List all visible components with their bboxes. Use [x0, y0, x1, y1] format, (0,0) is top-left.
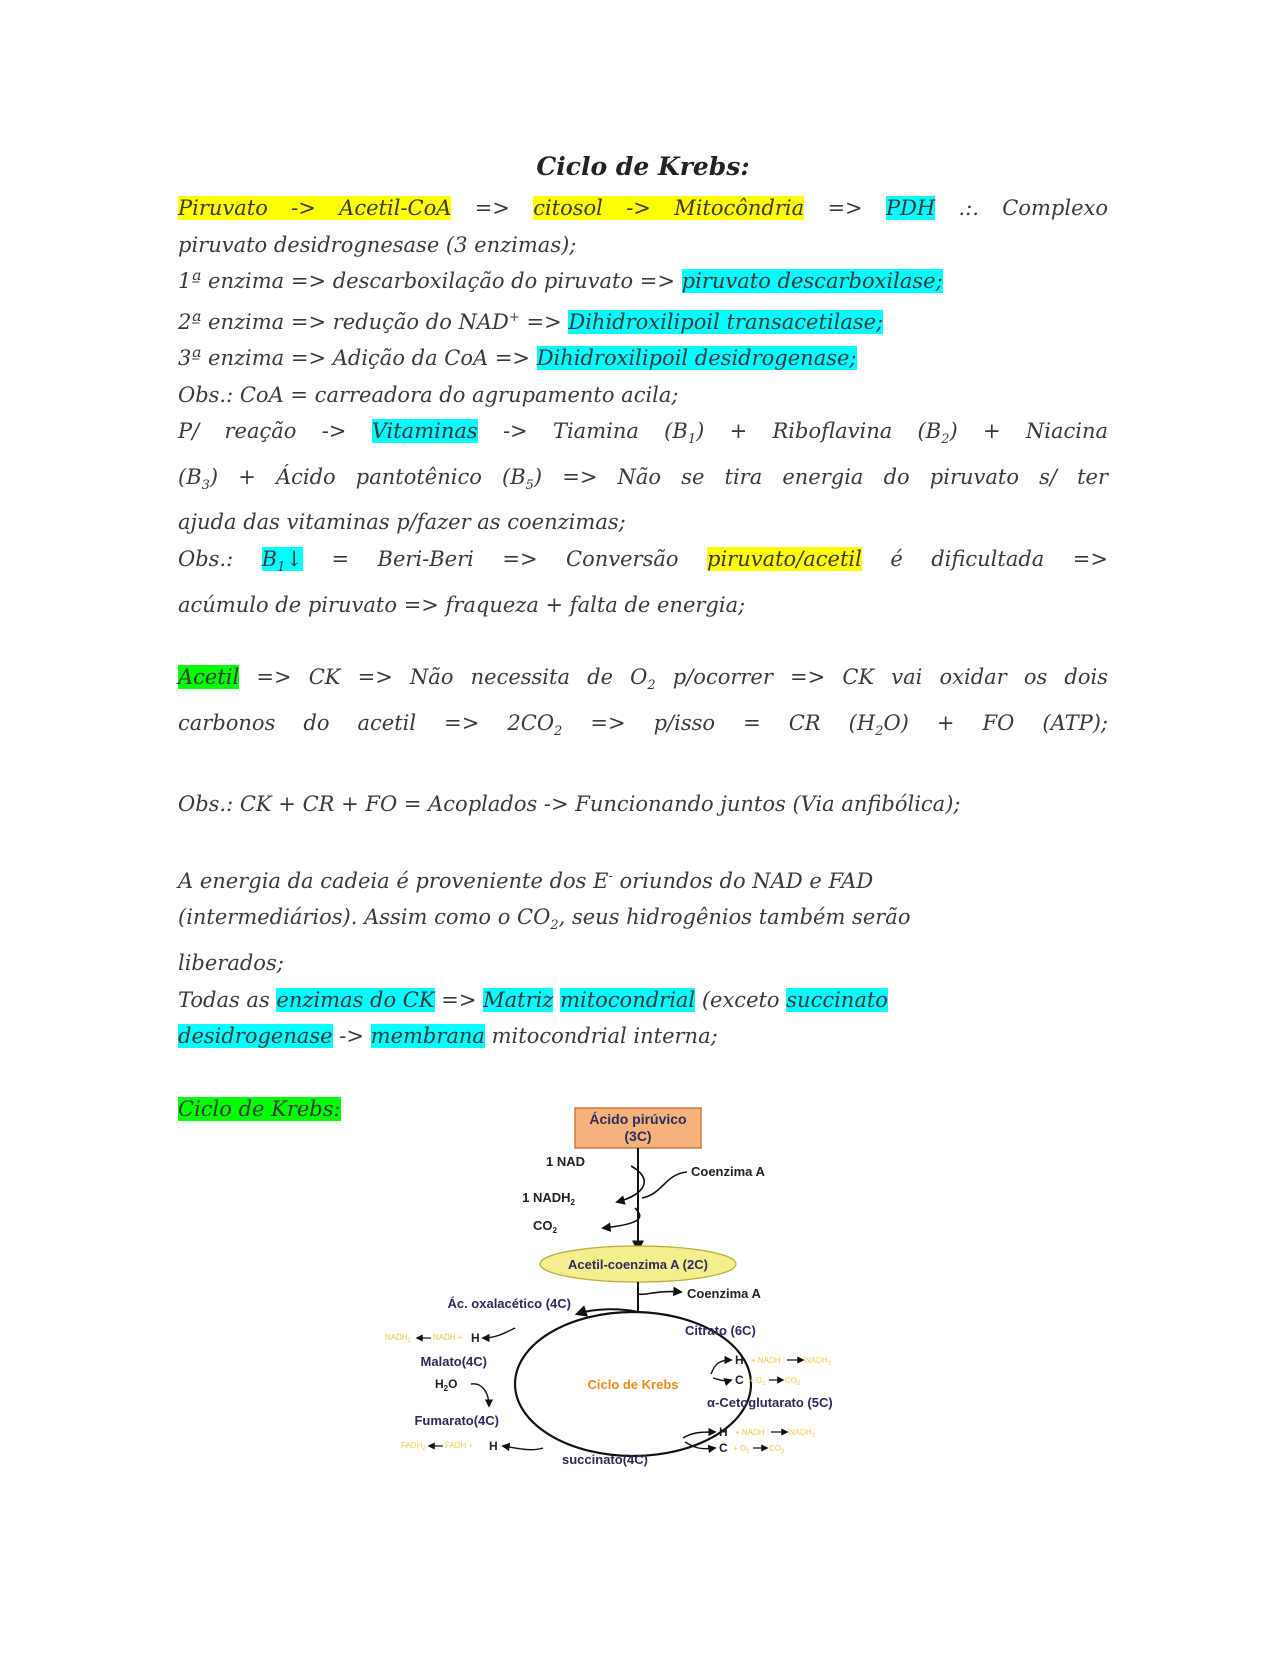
subscript: 2 — [550, 918, 559, 934]
highlight-enzyme-2: Dihidroxilipoil transacetilase; — [568, 309, 884, 334]
t: 2 — [811, 1433, 816, 1439]
subscript: 1 — [277, 560, 286, 576]
nadh2-r2-label — [789, 1428, 816, 1439]
text: (B — [638, 419, 688, 443]
superscript: + — [508, 309, 520, 325]
text: , seus hidrogênios também serão — [558, 905, 911, 930]
fadh-left-label — [401, 1441, 426, 1452]
highlight-pdh: PDH — [885, 196, 936, 220]
subscript: 2 — [875, 723, 884, 739]
t: 2 — [797, 1381, 801, 1387]
subscript: 1 — [687, 432, 697, 448]
c-r1-label: C — [735, 1373, 744, 1387]
acido-piruvico-3c: (3C) — [624, 1128, 652, 1144]
enzymes-line-2 — [178, 1018, 1108, 1055]
text: -> — [477, 419, 553, 443]
highlight-enzyme-3: Dihidroxilipoil desidrogenase; — [536, 346, 857, 370]
h-r1-label: H — [735, 1353, 744, 1367]
subscript: 3 — [201, 477, 210, 493]
t: NADH — [805, 1356, 828, 1365]
enzymes-line-1 — [178, 982, 1108, 1019]
right-top-curve-c — [713, 1378, 731, 1381]
t: FADH — [401, 1441, 423, 1450]
fumarato-label: Fumarato(4C) — [414, 1413, 499, 1428]
coenzima-in-curve — [642, 1172, 687, 1198]
text: O) + FO (ATP); — [883, 710, 1108, 735]
t: + O — [733, 1444, 747, 1453]
text: B — [261, 546, 278, 571]
highlight-citosol: citosol -> Mitocôndria — [533, 196, 805, 220]
acido-piruvico-label: Ácido pirúvico — [589, 1111, 687, 1127]
text: oriundos do NAD e FAD — [612, 868, 874, 893]
text: interna — [633, 1024, 711, 1049]
text: ; — [710, 1024, 718, 1049]
subscript: 5 — [525, 477, 534, 493]
nadh-sub: 2 — [570, 1198, 575, 1207]
cetoglutarato-label: α-Cetoglutarato (5C) — [707, 1395, 833, 1410]
highlight-b1 — [261, 546, 303, 576]
vitaminas-line-2 — [178, 459, 1108, 505]
text: ( — [695, 987, 711, 1012]
c-r2-label: C — [719, 1441, 728, 1455]
energy-line-1 — [178, 859, 1108, 900]
text: P/ reação -> — [178, 419, 372, 443]
succinato-label: succinato(4C) — [562, 1452, 648, 1467]
fadh-plus-label: FADH + — [445, 1441, 474, 1450]
citrato-label: Citrato (6C) — [685, 1323, 756, 1338]
nadh-label — [522, 1190, 575, 1207]
co2-r1-label — [785, 1376, 801, 1387]
text: ) + Riboflavina (B — [696, 419, 942, 443]
superscript: - — [608, 868, 613, 884]
text: é dificultada => — [861, 546, 1108, 571]
h-left-curve — [483, 1328, 515, 1338]
document-page — [178, 148, 1108, 1127]
text: (B — [178, 464, 202, 489]
nadh-left-label — [385, 1333, 412, 1344]
obs-beriberi — [178, 541, 1108, 587]
t: 2 — [422, 1446, 426, 1452]
obs-coa: Obs.: CoA = carreadora do agrupamento acila; — [178, 382, 679, 407]
enzyme-1 — [178, 263, 1108, 300]
coenzima-out-curve — [638, 1292, 681, 1295]
text: mitocondrial — [484, 1024, 634, 1049]
enzyme-2 — [178, 300, 1108, 341]
page-title: Ciclo de Krebs: — [536, 152, 750, 181]
t: 2 — [443, 1384, 449, 1393]
text: .:. Complexo — [935, 196, 1108, 220]
right-top-curve-h — [711, 1360, 731, 1374]
energy-line-3: liberados; — [178, 951, 284, 976]
nadh-text: 1 NADH — [522, 1190, 571, 1205]
text: = Beri-Beri => Conversão — [303, 546, 707, 571]
text: => — [434, 987, 484, 1012]
oxalacetico-label: Ác. oxalacético (4C) — [447, 1296, 571, 1311]
co2-label — [533, 1218, 558, 1235]
text: (intermediários). Assim como o CO — [178, 905, 551, 930]
t: CO — [769, 1444, 781, 1453]
text: carbonos do acetil => 2CO — [178, 710, 555, 735]
text: ) + Ácido pantotênico (B — [209, 464, 526, 489]
paragraph-piruvato — [178, 190, 1108, 227]
text: 1ª enzima => descarboxilação do piruvato => — [178, 269, 682, 293]
text: => CK => Não necessita de O — [239, 665, 648, 690]
obs-acoplados: Obs.: CK + CR + FO = Acoplados -> Funcionando juntos (Via anfibólica); — [178, 792, 961, 817]
highlight-enzimas-ck: enzimas do CK — [276, 987, 435, 1012]
ciclo-center-label: Ciclo de Krebs — [587, 1377, 679, 1392]
highlight-acetil: Acetil — [178, 665, 240, 690]
text: ) => Não se tira energia do piruvato s/ ter — [533, 464, 1108, 489]
malato-label: Malato(4C) — [420, 1354, 487, 1369]
coenzima-a-in-label: Coenzima A — [691, 1164, 765, 1179]
subscript: 2 — [647, 678, 656, 694]
t: NADH — [385, 1333, 408, 1342]
highlight-enzyme-1: piruvato descarboxilase; — [681, 269, 943, 293]
highlight-vitaminas: Vitaminas — [371, 419, 478, 443]
subscript: 2 — [941, 432, 950, 448]
highlight-matriz: Matriz — [483, 987, 554, 1012]
t: H — [435, 1377, 444, 1391]
text: exceto — [710, 987, 780, 1012]
h-fadh-curve — [503, 1446, 543, 1450]
coenzima-a-out-label: Coenzima A — [687, 1286, 761, 1301]
t: 2 — [827, 1361, 832, 1367]
t: 2 — [781, 1449, 785, 1455]
t: CO — [785, 1376, 797, 1385]
h2o-label — [435, 1377, 457, 1393]
h-left-label: H — [471, 1331, 480, 1345]
nad-curve — [617, 1166, 644, 1202]
nadh-plus-label: NADH + — [433, 1333, 463, 1342]
down-arrow-icon: ↓ — [285, 546, 303, 571]
subscript: 2 — [554, 723, 563, 739]
t: + O — [749, 1376, 763, 1385]
acetil-label: Acetil-coenzima A (2C) — [568, 1257, 708, 1272]
h-r2-label: H — [719, 1425, 728, 1439]
text: p/ocorrer => CK vai oxidar os dois — [655, 665, 1108, 690]
t: 2 — [407, 1338, 412, 1344]
obs-beriberi-2: acúmulo de piruvato => fraqueza + falta de energia; — [178, 592, 746, 617]
nadh-r1-label: + NADH — [751, 1356, 781, 1365]
acetil-ck-1 — [178, 659, 1108, 705]
acetil-ck-2 — [178, 705, 1108, 751]
text: Tiamina — [552, 419, 639, 443]
nadh2-r1-label — [805, 1356, 832, 1367]
text: ) + Niacina — [949, 419, 1108, 443]
co2-text: CO — [533, 1218, 553, 1233]
text: 2ª enzima => redução do NAD — [178, 309, 509, 334]
text: A energia da cadeia é proveniente dos E — [178, 868, 609, 893]
text: => — [519, 309, 569, 334]
nad-label: 1 NAD — [545, 1154, 585, 1169]
text: => — [804, 196, 886, 220]
co2-sub: 2 — [552, 1226, 557, 1235]
text: => — [451, 196, 534, 220]
text: -> — [332, 1024, 371, 1049]
vitaminas-line-3: ajuda das vitaminas p/fazer as coenzimas; — [178, 510, 626, 535]
krebs-cycle-diagram — [385, 1102, 915, 1492]
t: 2 — [746, 1449, 750, 1455]
highlight-desidrogenase: desidrogenase — [178, 1024, 333, 1049]
enzyme-3 — [178, 340, 1108, 377]
energy-line-2 — [178, 899, 1108, 945]
text: Todas as — [178, 987, 277, 1012]
h2o-curve — [471, 1384, 489, 1406]
co2-curve — [603, 1208, 640, 1228]
highlight-piruvato-acetil: piruvato/acetil — [707, 546, 862, 571]
right-bottom-curve-h — [683, 1432, 715, 1438]
paragraph-complexo: piruvato desidrognesase (3 enzimas); — [178, 232, 577, 257]
text: => p/isso = CR (H — [562, 710, 876, 735]
t: O — [448, 1377, 458, 1391]
highlight-succinato: succinato — [786, 987, 888, 1012]
t: NADH — [789, 1428, 812, 1437]
highlight-piruvato: Piruvato -> Acetil-CoA — [178, 196, 452, 220]
nadh-r2-label: + NADH — [735, 1428, 765, 1437]
text: Obs.: — [178, 546, 262, 571]
highlight-mitocondrial: mitocondrial — [560, 987, 696, 1012]
text: 3ª enzima => Adição da CoA => — [178, 346, 537, 370]
highlight-section: Ciclo de Krebs: — [178, 1096, 341, 1121]
highlight-membrana: membrana — [370, 1024, 485, 1049]
o2-r2-label — [733, 1444, 750, 1455]
vitaminas-line-1 — [178, 413, 1108, 459]
co2-r2-label — [769, 1444, 785, 1455]
h-fadh-label: H — [489, 1439, 498, 1453]
t: 2 — [762, 1381, 766, 1387]
